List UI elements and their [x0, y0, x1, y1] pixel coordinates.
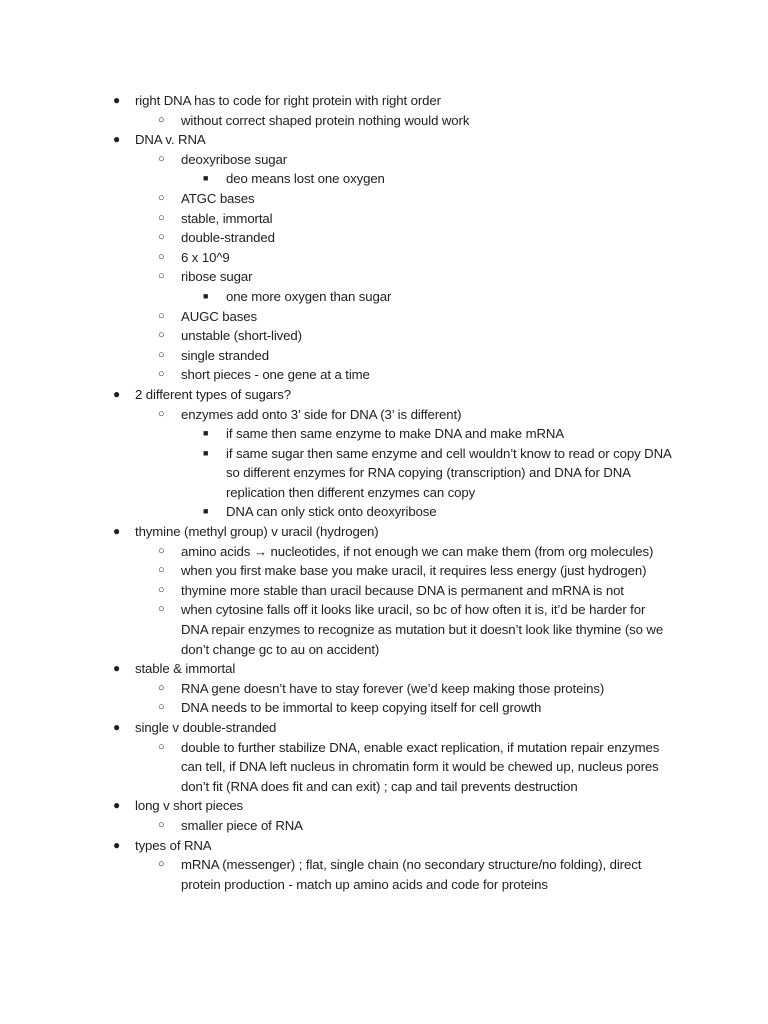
outline-item-text: double-stranded [181, 230, 275, 246]
outline-item [0, 796, 768, 816]
outline-line-continuation [0, 463, 768, 483]
outline-item-text: DNA needs to be immortal to keep copying itself for cell growth [181, 700, 542, 716]
outline-item-text: ribose sugar [181, 269, 253, 285]
outline-item [0, 385, 768, 405]
outline-item [0, 228, 768, 248]
outline-line-continuation [0, 875, 768, 895]
bullet-marker: ● [113, 720, 121, 734]
bullet-marker: ○ [158, 152, 165, 165]
bullet-marker: ■ [203, 506, 209, 517]
outline-item-text: when you first make base you make uracil, it requires less energy (just hydrogen) [181, 563, 647, 579]
outline-item-text: when cytosine falls off it looks like uracil, so bc of how often it is, it’d be harder for [181, 602, 646, 618]
outline-item-text: if same sugar then same enzyme and cell wouldn’t know to read or copy DNA [226, 445, 672, 461]
bullet-marker: ○ [158, 368, 165, 381]
outline-line-continuation [0, 777, 768, 797]
bullet-marker: ● [113, 386, 121, 401]
outline-item [0, 169, 768, 189]
outline-line-continuation [0, 757, 768, 777]
outline-item-text: 6 x 10^9 [181, 249, 230, 265]
outline-item [0, 816, 768, 836]
bullet-marker: ● [113, 837, 121, 852]
bullet-marker: ○ [158, 583, 165, 596]
bullet-marker: ■ [203, 290, 209, 301]
bullet-marker: ○ [158, 270, 165, 283]
outline-item-text: types of RNA [135, 837, 212, 853]
bullet-marker: ○ [158, 211, 165, 224]
bullet-marker: ○ [158, 191, 165, 204]
outline-item-text: deo means lost one oxygen [226, 171, 385, 187]
bullet-marker: ○ [158, 231, 165, 244]
outline-item-text: ATGC bases [181, 190, 255, 206]
outline-item [0, 698, 768, 718]
outline-item-text: thymine more stable than uracil because DNA is permanent and mRNA is not [181, 582, 624, 598]
bullet-marker: ● [113, 661, 121, 676]
bullet-marker: ○ [158, 544, 165, 557]
outline-item-text: amino acids → nucleotides, if not enough we can make them (from org molecules) [181, 543, 654, 559]
bullet-marker: ○ [158, 701, 165, 714]
outline-item [0, 209, 768, 229]
outline-item-text: protein production - match up amino acids and code for proteins [181, 876, 548, 892]
outline-item-text: mRNA (messenger) ; flat, single chain (no secondary structure/no folding), direct [181, 857, 642, 873]
outline-item-text: long v short pieces [135, 798, 244, 814]
outline-item [0, 542, 768, 562]
outline-line-continuation [0, 483, 768, 503]
outline-item [0, 424, 768, 444]
outline-item-text: without correct shaped protein nothing would work [181, 112, 470, 128]
outline-item-text: replication then different enzymes can copy [226, 484, 476, 500]
outline-item [0, 718, 768, 738]
outline-item [0, 150, 768, 170]
bullet-marker: ○ [158, 309, 165, 322]
outline-item-text: RNA gene doesn’t have to stay forever (we’d keep making those proteins) [181, 680, 605, 696]
bullet-marker: ● [113, 93, 121, 107]
outline-item-text: single v double-stranded [135, 720, 277, 735]
outline-item-text: AUGC bases [181, 308, 257, 324]
outline-item [0, 248, 768, 268]
bullet-marker: ○ [158, 348, 165, 361]
outline-item-text: short pieces - one gene at a time [181, 367, 370, 383]
outline-item-text: smaller piece of RNA [181, 817, 303, 833]
outline-item-text: stable & immortal [135, 661, 236, 677]
outline-item-text: if same then same enzyme to make DNA and make mRNA [226, 426, 565, 442]
outline-item [0, 502, 768, 522]
outline-item-text: don’t change gc to au on accident) [181, 641, 380, 657]
outline-item-text: single stranded [181, 347, 269, 363]
outline-item [0, 738, 768, 758]
outline-item-text: stable, immortal [181, 210, 273, 226]
outline-item [0, 836, 768, 856]
outline-item-text: double to further stabilize DNA, enable exact replication, if mutation repair enzymes [181, 739, 660, 755]
outline-item-text: thymine (methyl group) v uracil (hydrogen) [135, 524, 379, 540]
bullet-marker: ■ [203, 428, 209, 439]
outline-item [0, 659, 768, 679]
outline-item-text: don’t fit (RNA does fit and can exit) ; cap and tail prevents destruction [181, 778, 578, 794]
outline-line-continuation [0, 620, 768, 640]
bullet-marker: ○ [158, 858, 165, 871]
outline-item [0, 444, 768, 464]
outline-item-text: can tell, if DNA left nucleus in chromatin form it would be chewed up, nucleus pores [181, 759, 659, 775]
bullet-marker: ○ [158, 113, 165, 126]
bullet-marker: ○ [158, 603, 165, 616]
outline-item-text: one more oxygen than sugar [226, 288, 392, 304]
outline-item [0, 267, 768, 287]
bullet-marker: ■ [203, 173, 209, 184]
outline-item-text: DNA v. RNA [135, 132, 206, 148]
outline-item [0, 130, 768, 150]
outline-item [0, 287, 768, 307]
outline-item [0, 679, 768, 699]
outline-item [0, 346, 768, 366]
document-page [0, 91, 768, 894]
outline-item [0, 405, 768, 425]
outline-item [0, 307, 768, 327]
outline-item-text: deoxyribose sugar [181, 151, 288, 167]
bullet-marker: ○ [158, 681, 165, 694]
outline-item [0, 561, 768, 581]
outline-item [0, 365, 768, 385]
bullet-marker: ○ [158, 564, 165, 577]
outline-item-text: so different enzymes for RNA copying (transcription) and DNA for DNA [226, 465, 631, 481]
outline-item [0, 111, 768, 131]
outline-item-text: DNA repair enzymes to recognize as mutation but it doesn’t look like thymine (so we [181, 622, 664, 638]
outline-item-text: unstable (short-lived) [181, 328, 302, 344]
outline-item-text: DNA can only stick onto deoxyribose [226, 504, 437, 520]
bullet-marker: ● [113, 524, 121, 539]
outline-item [0, 522, 768, 542]
bullet-marker: ○ [158, 740, 165, 753]
bullet-marker: ○ [158, 818, 165, 831]
bullet-marker: ● [113, 798, 121, 813]
bullet-marker: ■ [203, 447, 209, 458]
outline-item [0, 189, 768, 209]
outline-item-text: 2 different types of sugars? [135, 386, 292, 402]
outline-line-continuation [0, 640, 768, 660]
outline-item [0, 326, 768, 346]
outline-item-text: enzymes add onto 3’ side for DNA (3’ is different) [181, 406, 462, 422]
bullet-marker: ○ [158, 250, 165, 263]
outline-item [0, 581, 768, 601]
outline-item [0, 91, 768, 111]
outline-item [0, 855, 768, 875]
bullet-marker: ● [113, 132, 121, 147]
outline-item [0, 600, 768, 620]
bullet-marker: ○ [158, 329, 165, 342]
bullet-marker: ○ [158, 407, 165, 420]
outline-item-text: right DNA has to code for right protein with right order [135, 93, 441, 108]
